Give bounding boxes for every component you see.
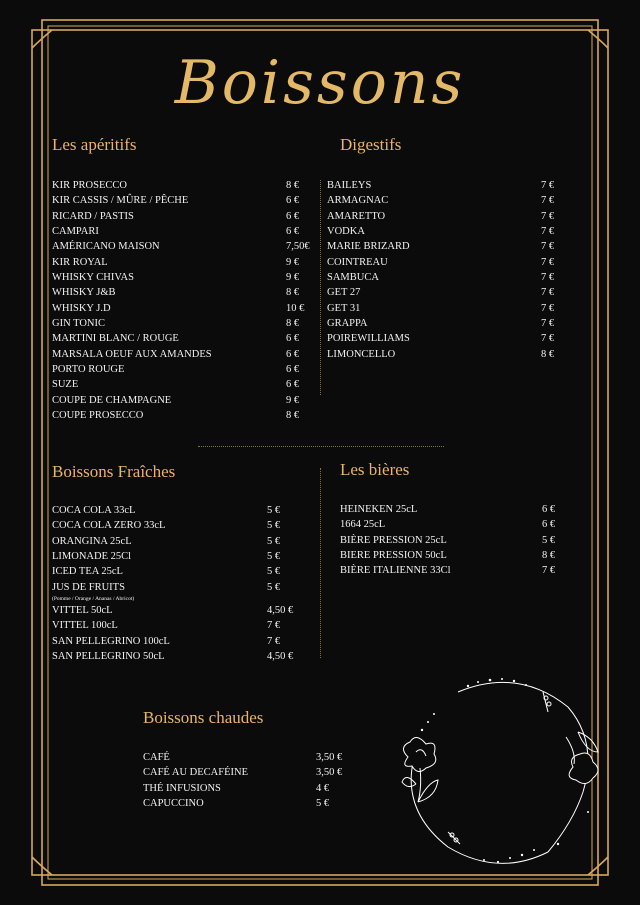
- digestifs-item: [327, 239, 562, 254]
- fraiches-item: [52, 603, 302, 618]
- aperitifs-item: [52, 209, 314, 224]
- item-price: 5 €: [267, 566, 281, 578]
- aperitifs-item: [52, 393, 314, 408]
- aperitifs-item: [52, 362, 314, 377]
- item-name: BIÈRE ITALIENNE 33Cl: [340, 565, 451, 577]
- item-name: COINTREAU: [327, 256, 388, 268]
- aperitifs-item: [52, 377, 314, 392]
- item-name: GET 27: [327, 287, 361, 299]
- fraiches-item: [52, 564, 302, 579]
- fraiches-item: [52, 634, 302, 649]
- item-name: KIR CASSIS / MÛRE / PÊCHE: [52, 195, 189, 207]
- item-price: 7 €: [541, 333, 555, 345]
- item-name: BAILEYS: [327, 180, 372, 191]
- item-name: SAMBUCA: [327, 272, 379, 284]
- item-price: 5 €: [267, 520, 281, 532]
- digestifs-item: [327, 255, 562, 270]
- item-name: JUS DE FRUITS: [52, 581, 125, 593]
- aperitifs-item: [52, 347, 314, 362]
- digestifs-item: [327, 316, 562, 331]
- item-name: COUPE PROSECCO: [52, 410, 144, 422]
- item-price: 6 €: [542, 504, 556, 515]
- item-price: 7 €: [541, 195, 555, 207]
- item-name: COCA COLA ZERO 33cL: [52, 520, 166, 532]
- item-price: 7 €: [541, 302, 555, 314]
- item-price: 6 €: [286, 210, 300, 222]
- aperitifs-item: [52, 408, 314, 423]
- item-price: 7 €: [541, 180, 555, 191]
- item-price: 5 €: [267, 551, 281, 563]
- digestifs-item: [327, 224, 562, 239]
- item-price: 5 €: [316, 798, 330, 810]
- item-name: LIMONADE 25Cl: [52, 551, 132, 563]
- item-price: 3,50 €: [316, 752, 343, 763]
- item-price: 9 €: [286, 394, 300, 406]
- item-name: VODKA: [327, 226, 365, 238]
- item-price: 7 €: [267, 620, 281, 632]
- chaudes-item: [143, 750, 348, 765]
- item-name: CAFÉ: [143, 752, 170, 763]
- aperitifs-item: [52, 239, 314, 254]
- item-name: CAFÉ AU DECAFÉINE: [143, 767, 249, 779]
- item-price: 8 €: [542, 550, 556, 562]
- item-name: GIN TONIC: [52, 318, 105, 330]
- item-price: 8 €: [286, 180, 300, 191]
- item-price: 6 €: [286, 333, 300, 345]
- item-price: 8 €: [286, 287, 300, 299]
- item-price: 9 €: [286, 256, 300, 268]
- item-name: RICARD / PASTIS: [52, 210, 134, 222]
- item-name: GRAPPA: [327, 318, 368, 330]
- item-price: 6 €: [286, 195, 300, 207]
- item-name: KIR ROYAL: [52, 256, 108, 268]
- item-name: COCA COLA 33cL: [52, 505, 136, 516]
- item-name: LIMONCELLO: [327, 348, 396, 360]
- item-name: SAN PELLEGRINO 100cL: [52, 635, 170, 647]
- item-name: CAPUCCINO: [143, 798, 204, 810]
- item-name: COUPE DE CHAMPAGNE: [52, 394, 172, 406]
- item-price: 5 €: [267, 505, 281, 516]
- aperitifs-item: [52, 178, 314, 193]
- item-name: GET 31: [327, 302, 361, 314]
- item-name: BIERE PRESSION 50cL: [340, 550, 447, 562]
- chaudes-list: [143, 750, 348, 811]
- item-price: 7 €: [541, 241, 555, 253]
- fraiches-heading: Boissons Fraîches: [52, 462, 176, 481]
- aperitifs-item: [52, 316, 314, 331]
- item-price: 7 €: [541, 287, 555, 299]
- digestifs-heading: Digestifs: [340, 135, 402, 154]
- item-price: 4 €: [316, 782, 330, 794]
- item-name: CAMPARI: [52, 226, 99, 238]
- aperitifs-item: [52, 331, 314, 346]
- digestifs-list: [327, 178, 562, 362]
- aperitifs-item: [52, 285, 314, 300]
- item-name: MARTINI BLANC / ROUGE: [52, 333, 179, 345]
- chaudes-item: [143, 765, 348, 780]
- item-price: 8 €: [286, 318, 300, 330]
- fraiches-item: [52, 503, 302, 518]
- item-price: 5 €: [267, 535, 281, 547]
- item-name: ARMAGNAC: [327, 195, 389, 207]
- page-title: Boissons: [174, 48, 466, 118]
- item-name: MARSALA OEUF AUX AMANDES: [52, 348, 212, 360]
- item-price: 4,50 €: [267, 605, 294, 617]
- item-price: 3,50 €: [316, 767, 343, 779]
- floral-wreath-decoration: [398, 672, 608, 872]
- fraiches-item: [52, 595, 302, 603]
- item-name: HEINEKEN 25cL: [340, 504, 418, 515]
- fraiches-item: [52, 534, 302, 549]
- item-name: KIR PROSECCO: [52, 180, 127, 191]
- item-name: AMÉRICANO MAISON: [52, 241, 160, 253]
- item-name: THÉ INFUSIONS: [143, 782, 221, 794]
- digestifs-item: [327, 331, 562, 346]
- chaudes-item: [143, 781, 348, 796]
- item-price: 7 €: [541, 226, 555, 238]
- bieres-item: [340, 548, 562, 563]
- bieres-item: [340, 517, 562, 532]
- item-price: 5 €: [267, 581, 281, 593]
- item-name: WHISKY J.D: [52, 302, 111, 314]
- chaudes-item: [143, 796, 348, 811]
- item-price: 6 €: [286, 364, 300, 376]
- divider-horizontal: [198, 446, 444, 447]
- item-price: 7 €: [541, 272, 555, 284]
- bieres-item: [340, 563, 562, 578]
- fraiches-item: [52, 518, 302, 533]
- item-name: SUZE: [52, 379, 79, 391]
- item-name: PORTO ROUGE: [52, 364, 125, 376]
- item-price: 6 €: [286, 226, 300, 238]
- aperitifs-list: [52, 178, 314, 424]
- item-price: 7 €: [541, 210, 555, 222]
- aperitifs-item: [52, 224, 314, 239]
- item-price: 5 €: [542, 534, 556, 546]
- item-name: BIÈRE PRESSION 25cL: [340, 534, 447, 546]
- fraiches-item: [52, 649, 302, 664]
- item-price: 7 €: [267, 635, 281, 647]
- item-price: 6 €: [286, 379, 300, 391]
- fraiches-item: [52, 618, 302, 633]
- aperitifs-heading: Les apéritifs: [52, 135, 137, 154]
- item-price: 7 €: [541, 318, 555, 330]
- item-name: VITTEL 100cL: [52, 620, 118, 632]
- digestifs-item: [327, 301, 562, 316]
- chaudes-heading: Boissons chaudes: [143, 708, 264, 727]
- item-name: WHISKY J&B: [52, 287, 116, 299]
- item-price: 8 €: [286, 410, 300, 422]
- item-name: AMARETTO: [327, 210, 386, 222]
- item-price: 7,50€: [286, 241, 310, 253]
- item-price: 4,50 €: [267, 651, 294, 663]
- divider-vertical-bottom: [320, 468, 321, 658]
- item-price: 9 €: [286, 272, 300, 284]
- item-name: (Pomme / Orange / Ananas / Abricot): [52, 596, 135, 603]
- item-price: 6 €: [286, 348, 300, 360]
- digestifs-item: [327, 270, 562, 285]
- aperitifs-item: [52, 193, 314, 208]
- item-price: 6 €: [542, 519, 556, 531]
- item-price: 7 €: [542, 565, 556, 577]
- item-name: MARIE BRIZARD: [327, 241, 410, 253]
- aperitifs-item: [52, 270, 314, 285]
- fraiches-list: [52, 503, 302, 664]
- item-price: 10 €: [286, 302, 305, 314]
- item-name: 1664 25cL: [340, 519, 386, 531]
- item-name: POIREWILLIAMS: [327, 333, 410, 345]
- item-price: 7 €: [541, 256, 555, 268]
- fraiches-item: [52, 580, 302, 595]
- item-price: 8 €: [541, 348, 555, 360]
- bieres-heading: Les bières: [340, 460, 410, 479]
- item-name: ORANGINA 25cL: [52, 535, 132, 547]
- item-name: ICED TEA 25cL: [52, 566, 123, 578]
- bieres-item: [340, 533, 562, 548]
- digestifs-item: [327, 285, 562, 300]
- fraiches-item: [52, 549, 302, 564]
- divider-vertical-top: [320, 180, 321, 395]
- item-name: WHISKY CHIVAS: [52, 272, 134, 284]
- aperitifs-item: [52, 255, 314, 270]
- digestifs-item: [327, 178, 562, 193]
- aperitifs-item: [52, 301, 314, 316]
- item-name: VITTEL 50cL: [52, 605, 113, 617]
- digestifs-item: [327, 193, 562, 208]
- item-name: SAN PELLEGRINO 50cL: [52, 651, 165, 663]
- bieres-item: [340, 502, 562, 517]
- bieres-list: [340, 502, 562, 579]
- digestifs-item: [327, 347, 562, 362]
- digestifs-item: [327, 209, 562, 224]
